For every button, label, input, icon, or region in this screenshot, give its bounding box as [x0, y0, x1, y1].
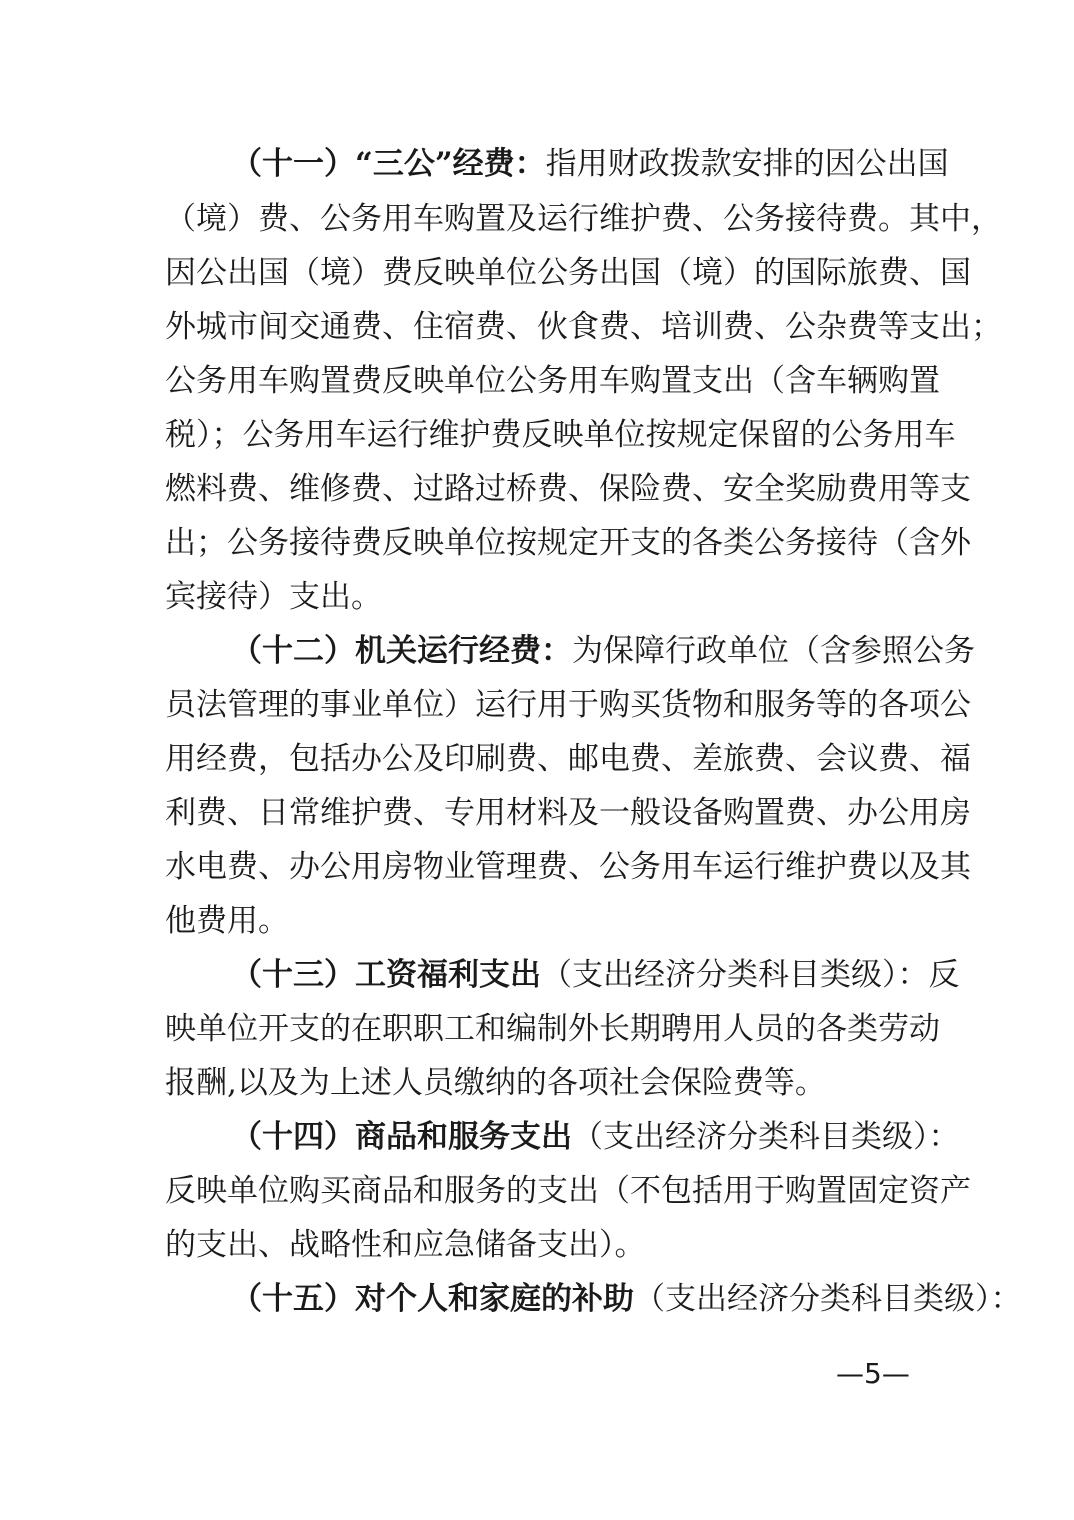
paragraph-line: （十二）机关运行经费：为保障行政单位（含参照公务	[231, 633, 975, 669]
section-heading: （十四）商品和服务支出	[231, 1119, 572, 1155]
paragraph-line: （十三）工资福利支出（支出经济分类科目类级）：反	[231, 957, 960, 993]
section-heading: （十五）对个人和家庭的补助	[231, 1281, 634, 1317]
paragraph-line: 的支出、战略性和应急储备支出）。	[165, 1227, 646, 1263]
section-heading: （十三）工资福利支出	[231, 957, 541, 993]
paragraph-line: 燃料费、维修费、过路过桥费、保险费、安全奖励费用等支	[165, 471, 971, 507]
section-heading: （十二）机关运行经费：	[231, 633, 572, 669]
paragraph-line: 出；公务接待费反映单位按规定开支的各类公务接待（含外	[165, 525, 971, 561]
paragraph-line: （十一）“三公”经费：指用财政拨款安排的因公出国	[231, 146, 949, 182]
section-heading: （十一）“三公”经费：	[231, 146, 546, 182]
paragraph-line: 他费用。	[165, 903, 289, 939]
paragraph-line: 宾接待）支出。	[165, 579, 382, 615]
page-number: —5—	[836, 1357, 910, 1390]
paragraph-line: 水电费、办公用房物业管理费、公务用车运行维护费以及其	[165, 849, 971, 885]
paragraph-line: 外城市间交通费、住宿费、伙食费、培训费、公杂费等支出；	[165, 309, 1002, 345]
paragraph-line: 报酬,以及为上述人员缴纳的各项社会保险费等。	[165, 1065, 826, 1101]
paragraph-line: 公务用车购置费反映单位公务用车购置支出（含车辆购置	[165, 363, 940, 399]
paragraph-line: （十五）对个人和家庭的补助（支出经济分类科目类级）：	[231, 1281, 1022, 1317]
paragraph-line: 因公出国（境）费反映单位公务出国（境）的国际旅费、国	[165, 255, 971, 291]
paragraph-line: 映单位开支的在职职工和编制外长期聘用人员的各类劳动	[165, 1011, 940, 1047]
paragraph-line: （境）费、公务用车购置及运行维护费、公务接待费。其中，	[165, 201, 1002, 237]
paragraph-line: 反映单位购买商品和服务的支出（不包括用于购置固定资产	[165, 1173, 971, 1209]
paragraph-line: （十四）商品和服务支出（支出经济分类科目类级）：	[231, 1119, 960, 1155]
paragraph-line: 税）；公务用车运行维护费反映单位按规定保留的公务用车	[165, 417, 956, 453]
paragraph-line: 用经费，包括办公及印刷费、邮电费、差旅费、会议费、福	[165, 741, 971, 777]
paragraph-line: 利费、日常维护费、专用材料及一般设备购置费、办公用房	[165, 795, 971, 831]
paragraph-line: 员法管理的事业单位）运行用于购买货物和服务等的各项公	[165, 687, 971, 723]
